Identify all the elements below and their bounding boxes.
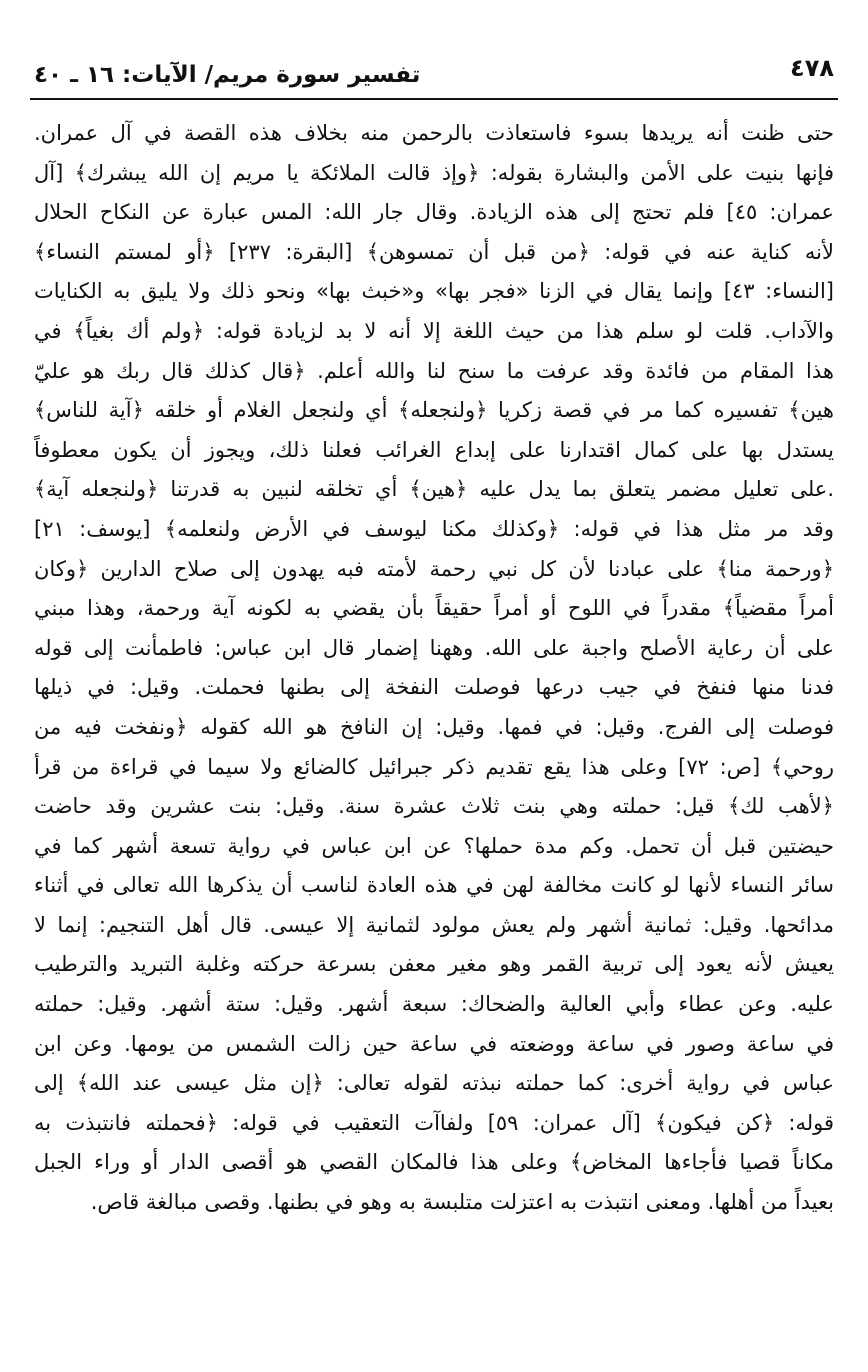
text-line: والآداب. قلت لو سلم هذا من حيث اللغة إلا أنه لا بد لزيادة قوله: ﴿ولم أك بغياً﴾ في bbox=[34, 318, 834, 343]
text-line: أمراً مقضياً﴾ مقدراً في اللوح أو أمراً حقيقاً بأن يقضي به لكونه آية ورحمة، وهذا مبني bbox=[34, 596, 834, 621]
text-line: ﴿ورحمة منا﴾ على عبادنا لأن كل نبي رحمة لأمته فبه يهدون إلى صلاح الدارين ﴿وكان bbox=[34, 556, 834, 581]
text-line: مدائحها. وقيل: ثمانية أشهر ولم يعش مولود لثمانية إلا عيسى. قال أهل التنجيم: إنما لا bbox=[34, 912, 834, 937]
text-line: يعيش لأنه يعود إلى تربية القمر وهو مغير معفن بسرعة حركته وغلبة التبريد والترطيب bbox=[34, 952, 834, 977]
text-line: ﴿لأهب لك﴾ قيل: حملته وهي بنت ثلاث عشرة سنة. وقيل: بنت عشرين وقد حاضت bbox=[34, 794, 834, 819]
text-line: قوله: ﴿كن فيكون﴾ [آل عمران: ٥٩] ولفاآت التعقيب في قوله: ﴿فحملته فانتبذت به bbox=[34, 1110, 834, 1135]
text-line: هين﴾ تفسيره كما مر في قصة زكريا ﴿ولنجعله﴾ أي ولنجعل الغلام أو خلقه ﴿آية للناس﴾ bbox=[34, 398, 834, 423]
text-line: .على تعليل مضمر يتعلق بما يدل عليه ﴿هين﴾ أي تخلقه لنبين به قدرتنا ﴿ولنجعله آية﴾ bbox=[34, 477, 834, 502]
text-line: فوصلت إلى الفرج. وقيل: في فمها. وقيل: إن النافخ هو الله كقوله ﴿ونفخت فيه من bbox=[34, 714, 834, 739]
text-line: فدنا منها فنفخ في جيب درعها فوصلت النفخة إلى بطنها فحملت. وقيل: في ذيلها bbox=[34, 675, 834, 700]
text-line: بعيداً من أهلها. ومعنى انتبذت به اعتزلت متلبسة به وهو في بطنها. وقصى مبالغة قاص. bbox=[90, 1190, 834, 1215]
header-rule bbox=[30, 98, 838, 100]
text-line: [النساء: ٤٣] وإنما يقال في الزنا «فجر بها» و«خبث بها» ونحو ذلك ولا يليق به الكنايات bbox=[34, 279, 834, 304]
running-title: تفسير سورة مريم/ الآيات: ١٦ ـ ٤٠ bbox=[34, 62, 421, 88]
text-line: سائر النساء لأنها لو كانت مخالفة لهن في هذه العادة لناسب أن يذكرها الله تعالى في أثناء bbox=[34, 873, 834, 898]
page-header bbox=[34, 52, 834, 96]
text-line: لأنه كناية عنه في قوله: ﴿من قبل أن تمسوهن﴾ [البقرة: ٢٣٧] ﴿أو لمستم النساء﴾ bbox=[34, 239, 834, 264]
text-line: وقد مر مثل هذا في قوله: ﴿وكذلك مكنا ليوسف في الأرض ولنعلمه﴾ [يوسف: ٢١] bbox=[34, 516, 834, 541]
text-line: عمران: ٤٥] فلم تحتج إلى هذه الزيادة. وقال جار الله: المس عبارة عن النكاح الحلال bbox=[34, 200, 834, 225]
text-line: في ساعة وصور في ساعة ووضعته في ساعة حين زالت الشمس من يومها. وعن ابن bbox=[34, 1031, 834, 1056]
text-line: مكاناً قصيا فأجاءها المخاض﴾ وعلى هذا فالمكان القصي هو أقصى الدار أو وراء الجبل bbox=[34, 1150, 834, 1175]
text-line: عباس في رواية أخرى: كما حملته نبذته لقوله تعالى: ﴿إن مثل عيسى عند الله﴾ إلى bbox=[34, 1071, 834, 1096]
text-line: حيضتين قبل أن تحمل. وكم مدة حملها؟ عن ابن عباس في رواية تسعة أشهر كما في bbox=[34, 833, 834, 858]
text-line: يستدل بها على كمال اقتدارنا على إبداع الغرائب فعلنا ذلك، ويجوز أن يكون معطوفاً bbox=[34, 437, 834, 462]
text-line: حتى ظنت أنه يريدها بسوء فاستعاذت بالرحمن منه بخلاف هذه القصة في آل عمران. bbox=[34, 121, 834, 145]
text-line: عليه. وعن عطاء وأبي العالية والضحاك: سبعة أشهر. وقيل: ستة أشهر. وقيل: حملته bbox=[34, 992, 834, 1017]
text-line: على أن رعاية الأصلح واجبة على الله. وههنا إضمار قال ابن عباس: فاطمأنت إلى قوله bbox=[34, 635, 834, 660]
text-line: فإنها بنيت على الأمن والبشارة بقوله: ﴿وإذ قالت الملائكة يا مريم إن الله يبشرك﴾ [آل bbox=[34, 160, 834, 185]
text-line: روحي﴾ [ص: ٧٢] وعلى هذا يقع تقديم ذكر جبرائيل كالضائع ولا سيما في قراءة من قرأ bbox=[34, 754, 834, 779]
page-number: ٤٧٨ bbox=[790, 54, 834, 82]
text-line: هذا المقام من فائدة وقد عرفت ما سنح لنا والله أعلم. ﴿قال كذلك قال ربك هو عليّ bbox=[34, 358, 834, 383]
tafsir-text bbox=[34, 114, 834, 1223]
